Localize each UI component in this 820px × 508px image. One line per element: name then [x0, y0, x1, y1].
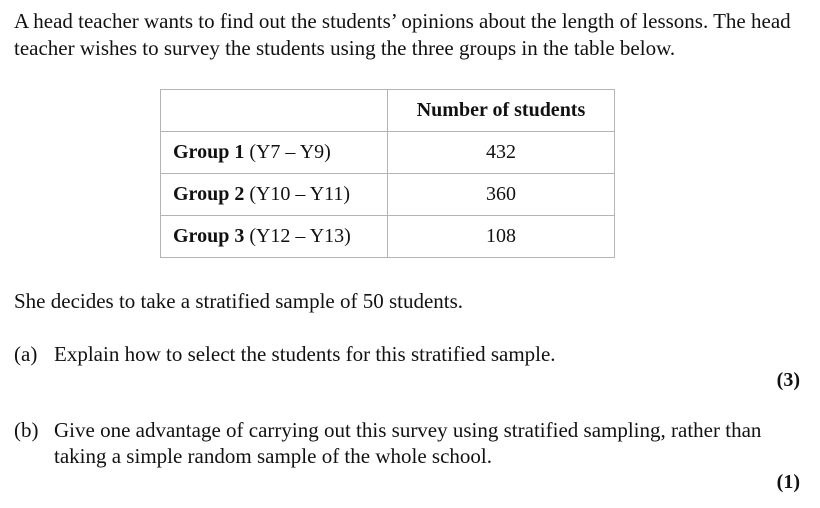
group-name: Group 1: [173, 141, 245, 163]
table-cell-number: 432: [388, 132, 615, 174]
table-cell-group: [161, 174, 388, 216]
group-range: (Y10 – Y11): [244, 183, 351, 205]
group-name: Group 3: [173, 225, 245, 247]
table-row: [161, 174, 615, 216]
group-name: Group 2: [173, 183, 245, 205]
group-range: (Y7 – Y9): [244, 141, 331, 163]
table-row: [161, 216, 615, 258]
table-cell-group: [161, 216, 388, 258]
question-part-b: [0, 417, 820, 497]
part-label: (a): [14, 342, 38, 366]
question-part-a: [0, 341, 820, 401]
part-text: Give one advantage of carrying out this survey using stratified sampling, rather than taking a simple random sample of the whole school.: [54, 418, 762, 468]
table-row: [161, 132, 615, 174]
table-cell-group: [161, 132, 388, 174]
sample-statement: She decides to take a stratified sample of 50 students.: [14, 289, 464, 313]
table-cell-number: 360: [388, 174, 615, 216]
table-header-number: Number of students: [388, 90, 615, 132]
table-cell-number: 108: [388, 216, 615, 258]
students-table: [160, 89, 615, 258]
marks-label: (1): [776, 471, 800, 493]
part-text: Explain how to select the students for this stratified sample.: [54, 342, 556, 366]
marks-label: (3): [776, 369, 800, 391]
group-range: (Y12 – Y13): [244, 225, 351, 247]
table-header-group: [161, 90, 388, 132]
table-header-row: [161, 90, 615, 132]
part-label: (b): [14, 418, 39, 442]
question-intro: A head teacher wants to find out the students’ opinions about the length of lessons. The head teacher wishes to survey the students using the three groups in the table below.: [14, 9, 791, 60]
